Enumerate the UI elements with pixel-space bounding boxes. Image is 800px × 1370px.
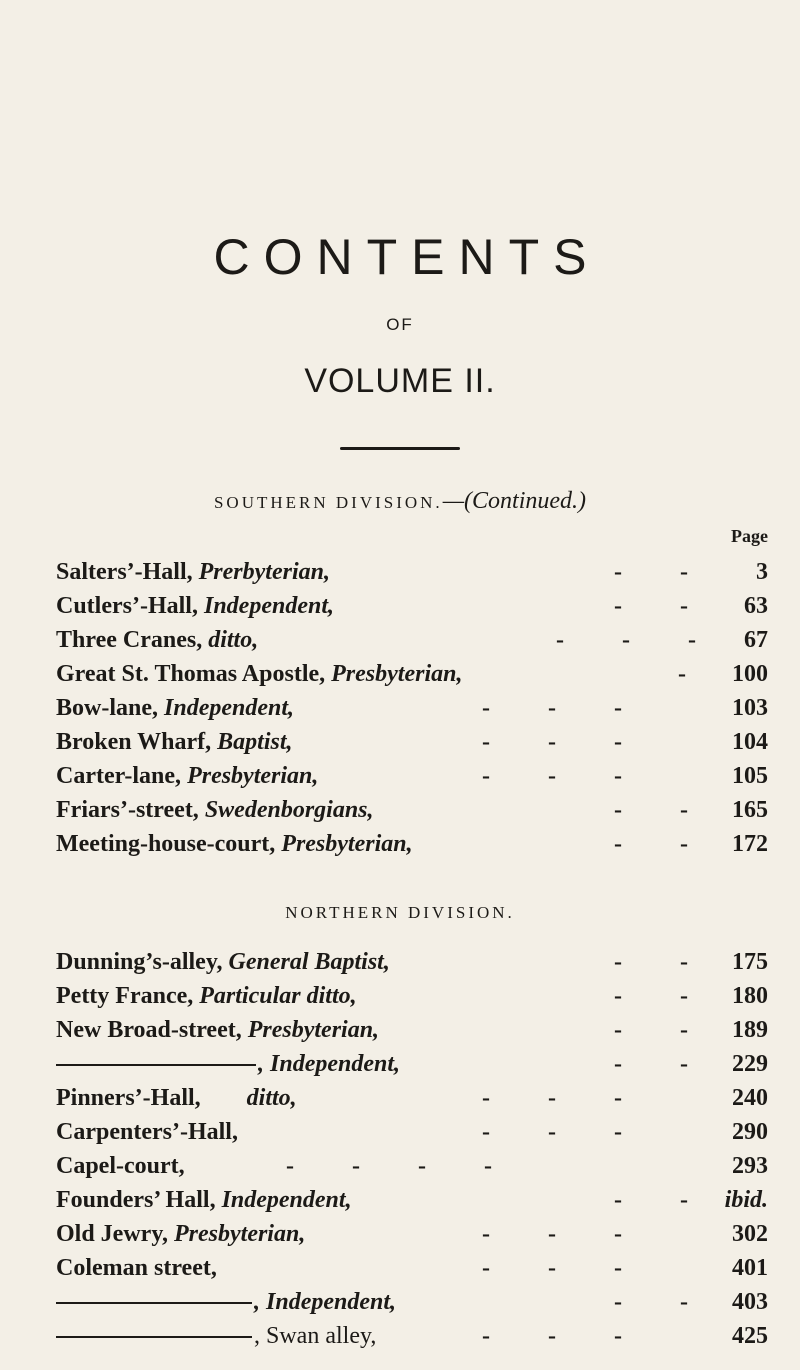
- entry-leader: - - -: [482, 1221, 622, 1247]
- entry-place: Great St. Thomas Apostle,: [56, 661, 326, 687]
- title-of: OF: [386, 315, 414, 334]
- entry-leader: - -: [614, 559, 688, 585]
- entry-leader: - -: [614, 1289, 688, 1315]
- entry-denomination: Baptist,: [217, 729, 293, 755]
- entry-leader: - -: [614, 1187, 688, 1213]
- entry-leader: - - - -: [286, 1153, 492, 1179]
- entry-denomination: Particular ditto,: [199, 983, 357, 1009]
- entry-page: 103: [732, 695, 768, 721]
- page-column-label: Page: [731, 526, 768, 546]
- entry-page: ibid.: [724, 1187, 768, 1213]
- entry-leader: - - -: [482, 695, 622, 721]
- entry-leader: - - -: [482, 1323, 622, 1349]
- toc-entry: [56, 624, 768, 656]
- entry-place: Old Jewry,: [56, 1221, 168, 1247]
- entry-leader: - - -: [482, 1085, 622, 1111]
- toc-entry: [56, 556, 768, 588]
- entry-denomination: Presbyterian,: [174, 1221, 306, 1247]
- entry-page: 100: [732, 661, 768, 687]
- toc-entry: [56, 1014, 768, 1046]
- entry-denomination: Presbyterian,: [331, 661, 463, 687]
- northern-division-heading: NORTHERN DIVISION.: [285, 903, 515, 922]
- entry-place: Founders’ Hall,: [56, 1187, 216, 1213]
- entry-denomination: Swedenborgians,: [204, 797, 374, 823]
- entry-place: Pinners’-Hall,: [56, 1085, 201, 1111]
- entry-denomination: ditto,: [208, 627, 259, 653]
- entry-place: Capel-court,: [56, 1153, 185, 1179]
- entry-denomination: General Baptist,: [228, 949, 390, 975]
- entry-page: 302: [732, 1221, 768, 1247]
- entry-denomination: Presbyterian,: [247, 1017, 380, 1043]
- entry-place: Meeting-house-court,: [56, 831, 276, 857]
- entry-page: 104: [732, 729, 768, 755]
- toc-entry: [56, 1320, 768, 1352]
- entry-leader: -: [678, 661, 686, 687]
- entry-denomination: Independent,: [221, 1187, 352, 1213]
- ditto-rule: [56, 1336, 252, 1338]
- entry-denomination-text: Independent,: [270, 1051, 401, 1077]
- entry-denomination: , Independent,: [254, 1289, 397, 1315]
- entry-leader: - -: [614, 593, 688, 619]
- entry-page: 3: [756, 559, 768, 585]
- toc-entry: [56, 828, 768, 860]
- entry-denomination-text: Independent,: [266, 1289, 397, 1315]
- entry-denomination-text: Swan alley,: [266, 1323, 377, 1349]
- toc-entry: [56, 980, 768, 1012]
- entry-place: Bow-lane,: [56, 695, 158, 721]
- ditto-rule: [56, 1302, 252, 1304]
- toc-entry: [56, 760, 768, 792]
- entry-place: Carter-lane,: [56, 763, 182, 789]
- toc-entry: [56, 1082, 768, 1114]
- toc-entry: [56, 692, 768, 724]
- entry-place: Carpenters’-Hall,: [56, 1119, 238, 1145]
- entry-page: 165: [732, 797, 768, 823]
- entry-place: Three Cranes,: [56, 627, 203, 653]
- entry-page: 189: [732, 1017, 768, 1043]
- entry-page: 290: [732, 1119, 768, 1145]
- entry-leader: - - -: [556, 627, 696, 653]
- entry-place: Petty France,: [56, 983, 194, 1009]
- entry-leader: - -: [614, 949, 688, 975]
- entry-leader: - - -: [482, 1255, 622, 1281]
- entry-denomination: Prerbyterian,: [198, 559, 330, 585]
- entry-page: 63: [744, 593, 768, 619]
- toc-entry: [56, 1286, 768, 1318]
- entry-denomination: , Swan alley,: [254, 1323, 377, 1349]
- toc-entry: [56, 946, 768, 978]
- entry-leader: - - -: [482, 1119, 622, 1145]
- entry-place: New Broad-street,: [56, 1017, 242, 1043]
- entry-denomination: Presbyterian,: [187, 763, 319, 789]
- entry-leader: - -: [614, 1051, 688, 1077]
- entry-place: Dunning’s-alley,: [56, 949, 223, 975]
- entry-page: 229: [732, 1051, 768, 1077]
- entry-place: Coleman street,: [56, 1255, 217, 1281]
- entry-page: 180: [732, 983, 768, 1009]
- toc-entry: [56, 1150, 768, 1182]
- southern-heading-text: SOUTHERN DIVISION.: [213, 493, 443, 512]
- entry-leader: - -: [614, 831, 688, 857]
- toc-entry: [56, 658, 768, 690]
- volume-title: VOLUME II.: [304, 362, 496, 400]
- ornamental-rule: [340, 447, 460, 450]
- entry-place: Salters’-Hall,: [56, 559, 193, 585]
- entry-denomination: Independent,: [164, 695, 295, 721]
- entry-page: 172: [732, 831, 768, 857]
- entry-leader: - - -: [482, 729, 622, 755]
- continued-label: —(Continued.): [442, 488, 587, 514]
- toc-entry: [56, 1116, 768, 1148]
- toc-entry: [56, 1218, 768, 1250]
- entry-denomination: Independent,: [203, 593, 334, 619]
- toc-entry: [56, 1048, 768, 1080]
- ditto-rule: [56, 1064, 256, 1066]
- entry-page: 67: [744, 627, 768, 653]
- entry-place: Broken Wharf,: [56, 729, 212, 755]
- entry-page: 425: [732, 1323, 768, 1349]
- entry-page: 175: [732, 949, 768, 975]
- toc-entry: [56, 590, 768, 622]
- entry-leader: - -: [614, 983, 688, 1009]
- entry-page: 105: [732, 763, 768, 789]
- page-title: CONTENTS: [213, 229, 601, 285]
- entry-page: 240: [732, 1085, 768, 1111]
- southern-division-heading: [0, 488, 800, 515]
- toc-entry: [56, 1252, 768, 1284]
- entry-leader: - - -: [482, 763, 622, 789]
- toc-entry: [56, 726, 768, 758]
- toc-entry: [56, 794, 768, 826]
- entry-leader: - -: [614, 1017, 688, 1043]
- entry-page: 293: [732, 1153, 768, 1179]
- toc-entry: [56, 1184, 768, 1216]
- entry-leader: - -: [614, 797, 688, 823]
- entry-denomination: ditto,: [246, 1085, 297, 1111]
- entry-denomination: Presbyterian,: [281, 831, 413, 857]
- entry-denomination: , Independent,: [258, 1051, 401, 1077]
- entry-place: Cutlers’-Hall,: [56, 593, 198, 619]
- entry-place: Friars’-street,: [56, 797, 199, 823]
- entry-page: 401: [732, 1255, 768, 1281]
- entry-page: 403: [732, 1289, 768, 1315]
